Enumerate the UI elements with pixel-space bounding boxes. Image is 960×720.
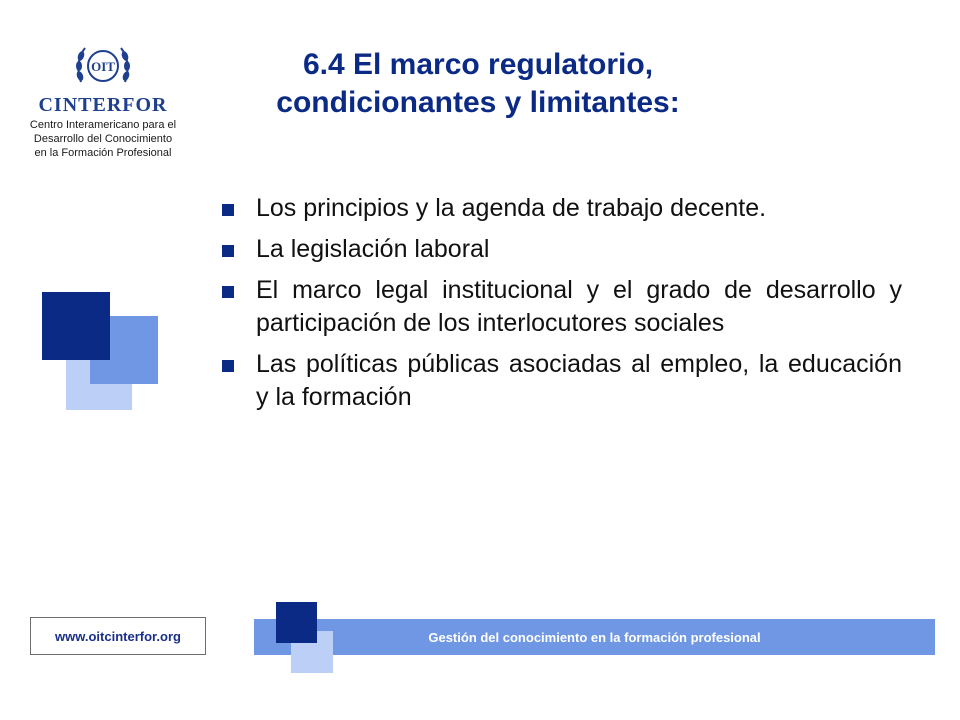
org-subtitle <box>0 118 206 160</box>
org-name: CINTERFOR <box>38 94 168 116</box>
oit-laurel-emblem-icon <box>71 38 135 94</box>
svg-text:OIT: OIT <box>91 59 115 74</box>
bullet-list <box>222 192 902 422</box>
org-subtitle-line: en la Formación Profesional <box>34 147 172 159</box>
website-url-link[interactable]: www.oitcinterfor.org <box>30 617 206 655</box>
list-item <box>222 192 902 225</box>
square-bullet-icon <box>222 286 234 298</box>
slide-title <box>258 46 698 122</box>
bullet-text: El marco legal institucional y el grado de desarrollo y participación de los interlocutores sociales <box>256 276 902 337</box>
square-bullet-icon <box>222 245 234 257</box>
cinterfor-logo <box>0 38 206 160</box>
list-item <box>222 233 902 266</box>
square-bullet-icon <box>222 204 234 216</box>
list-item <box>222 348 902 414</box>
bullet-text: La legislación laboral <box>256 235 490 263</box>
slide-title-line: 6.4 El marco regulatorio, <box>302 48 654 81</box>
org-subtitle-line: Desarrollo del Conocimiento <box>33 133 173 145</box>
square-bullet-icon <box>222 360 234 372</box>
list-item <box>222 274 902 340</box>
org-subtitle-line: Centro Interamericano para el <box>29 119 177 131</box>
bullet-text: Los principios y la agenda de trabajo decente. <box>256 194 767 222</box>
footer-band-text: Gestión del conocimiento en la formación profesional <box>428 629 761 645</box>
slide-title-line: condicionantes y limitantes: <box>276 86 680 119</box>
bullet-text: Las políticas públicas asociadas al empleo, la educación y la formación <box>256 350 902 411</box>
decor-square-dark <box>42 292 110 360</box>
